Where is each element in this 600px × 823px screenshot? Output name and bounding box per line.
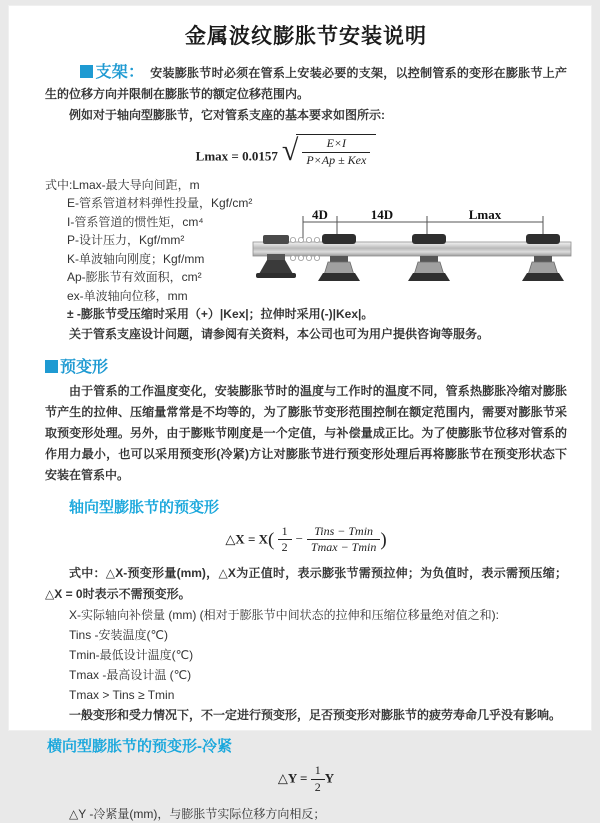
lmax-fraction [302, 137, 370, 168]
predeform-paragraph: 由于管系的工作温度变化，安装膨胀节时的温度与工作时的温度不同，管系热膨胀冷缩对膨胀节产生的拉伸、压缩量常常是不均等的，为了膨胀节变形范围控制在额定范围内，需要对膨胀节采取预变形处理。另外，由于膨账节刚度是一个定值，与补偿量成正比。为了使膨胀节位移对管系的作用力最小，也可以采用预变形(冷紧)方让对膨胀节进行预变形处理后再将膨胀节在预变形状态下安装在管系中。 [45, 383, 567, 482]
definition-line: K-单波轴向刚度；Kgf/mm [67, 251, 205, 266]
definition-line: ex-单波轴向位移，mm [67, 288, 188, 303]
lmax-formula [25, 134, 547, 168]
radicand [296, 134, 376, 168]
support-section-label [80, 64, 144, 81]
axial-definitions-block [45, 605, 567, 705]
definition-line: ± -膨胀节受压缩时采用（+）|Kex|；拉伸时采用(-)|Kex|。 [67, 307, 374, 322]
temp-fraction-denominator: Tmax − Tmin [310, 540, 377, 555]
support-example-line: 例如对于轴向型膨胀节，它对管系支座的基本要求如图所示: [69, 108, 385, 122]
definition-line: Ap-膨胀节有效面积，cm² [67, 270, 202, 285]
page-title: 金属波纹膨胀节安装说明 [185, 25, 427, 48]
support-definitions-block [45, 176, 567, 324]
document-content [9, 6, 591, 823]
lateral-formula-rhs: Y [324, 770, 335, 786]
half-denominator: 2 [314, 779, 321, 794]
open-paren: ( [268, 528, 275, 550]
sqrt-radical [282, 134, 376, 168]
definition-line: Tmin-最低设计温度(℃) [69, 648, 194, 663]
definition-line: Tmax -最高设计温 (℃) [69, 668, 192, 683]
pipe-support-diagram [251, 208, 587, 304]
definition-line: X-实际轴向补偿量 (mm) (相对于膨胀节中间状态的拉伸和压缩位移量绝对值之和): [69, 608, 499, 623]
definition-line: I-管系管道的惯性矩，cm⁴ [67, 214, 204, 229]
definition-line: 式中:Lmax-最大导向间距，m [45, 177, 200, 192]
pipe [253, 242, 571, 256]
close-paren: ) [380, 528, 387, 550]
definition-line: E-管系管道材料弹性投量，Kgf/cm² [67, 196, 253, 211]
axial-formula-lhs: △X = X [225, 530, 268, 546]
dim-label-4d: 4D [312, 207, 328, 222]
support-intro-text: 安装膨胀节时必须在管系上安装必要的支架，以控制管系的变形在膨胀节上产生的位移方向并限制在膨胀节的额定位移范围内。 [45, 66, 567, 101]
dim-label-14d: 14D [370, 207, 394, 222]
one-half-fraction [278, 525, 292, 556]
guide-support-3 [522, 234, 564, 281]
lateral-formula [45, 764, 567, 795]
half-denominator: 2 [281, 540, 288, 555]
axial-explain-paragraph: 式中：△X-预变形量(mm)，△X为正值时，表示膨张节需预拉伸；为负值时，表示需预压缩；△X = 0时表示不需预变形。 [45, 566, 567, 602]
axial-formula [45, 525, 567, 556]
dim-label-lmax: Lmax [468, 207, 502, 222]
radical-sign: √ [281, 134, 299, 168]
minus-operator: − [295, 530, 303, 546]
predeform-section-heading [45, 354, 567, 377]
axial-predeform-heading: 轴向型膨胀节的预变形 [69, 498, 220, 516]
half-numerator: 1 [278, 525, 292, 541]
half-numerator: 1 [311, 764, 325, 780]
lmax-fraction-denominator: P×Ap ± Kex [306, 152, 367, 167]
lateral-formula-lhs: △Y = [277, 770, 308, 786]
dimension-labels [312, 208, 502, 222]
guide-support-2 [408, 234, 450, 281]
definition-line: P-设计压力，Kgf/mm² [67, 233, 185, 248]
support-intro-paragraph [45, 62, 567, 105]
support-note-line: 关于管系支座设计问题，请参阅有关资料，本公司也可为用户提供咨询等服务。 [69, 326, 490, 341]
pipe-support-diagram-svg [251, 208, 587, 304]
predeform-section-label-text: 预变形 [60, 358, 109, 376]
temperature-fraction [307, 525, 380, 556]
lateral-predeform-heading: 横向型膨胀节的预变形-冷紧 [47, 738, 232, 756]
temp-fraction-numerator: Tins − Tmin [307, 525, 380, 541]
axial-note-line: 一般变形和受力情况下，不一定进行预变形，足否预变形对膨胀节的疲劳寿命几乎没有影响。 [69, 708, 562, 723]
section-marker-icon [80, 65, 93, 78]
document-page [8, 5, 592, 821]
section-marker-icon [45, 360, 58, 373]
guide-support-1 [318, 234, 360, 281]
lmax-formula-lhs: Lmax = 0.0157 [195, 148, 278, 164]
lateral-explain-line: △Y -冷紧量(mm)，与膨胀节实际位移方向相反； [69, 806, 326, 821]
lmax-fraction-numerator: E×I [302, 137, 370, 153]
anchor-support [256, 235, 296, 278]
support-section-label-text: 支架： [95, 64, 145, 81]
definition-line: Tmax > Tins ≥ Tmin [69, 688, 175, 703]
definition-line: Tins -安装温度(℃) [69, 628, 169, 643]
one-half-fraction [311, 764, 325, 795]
